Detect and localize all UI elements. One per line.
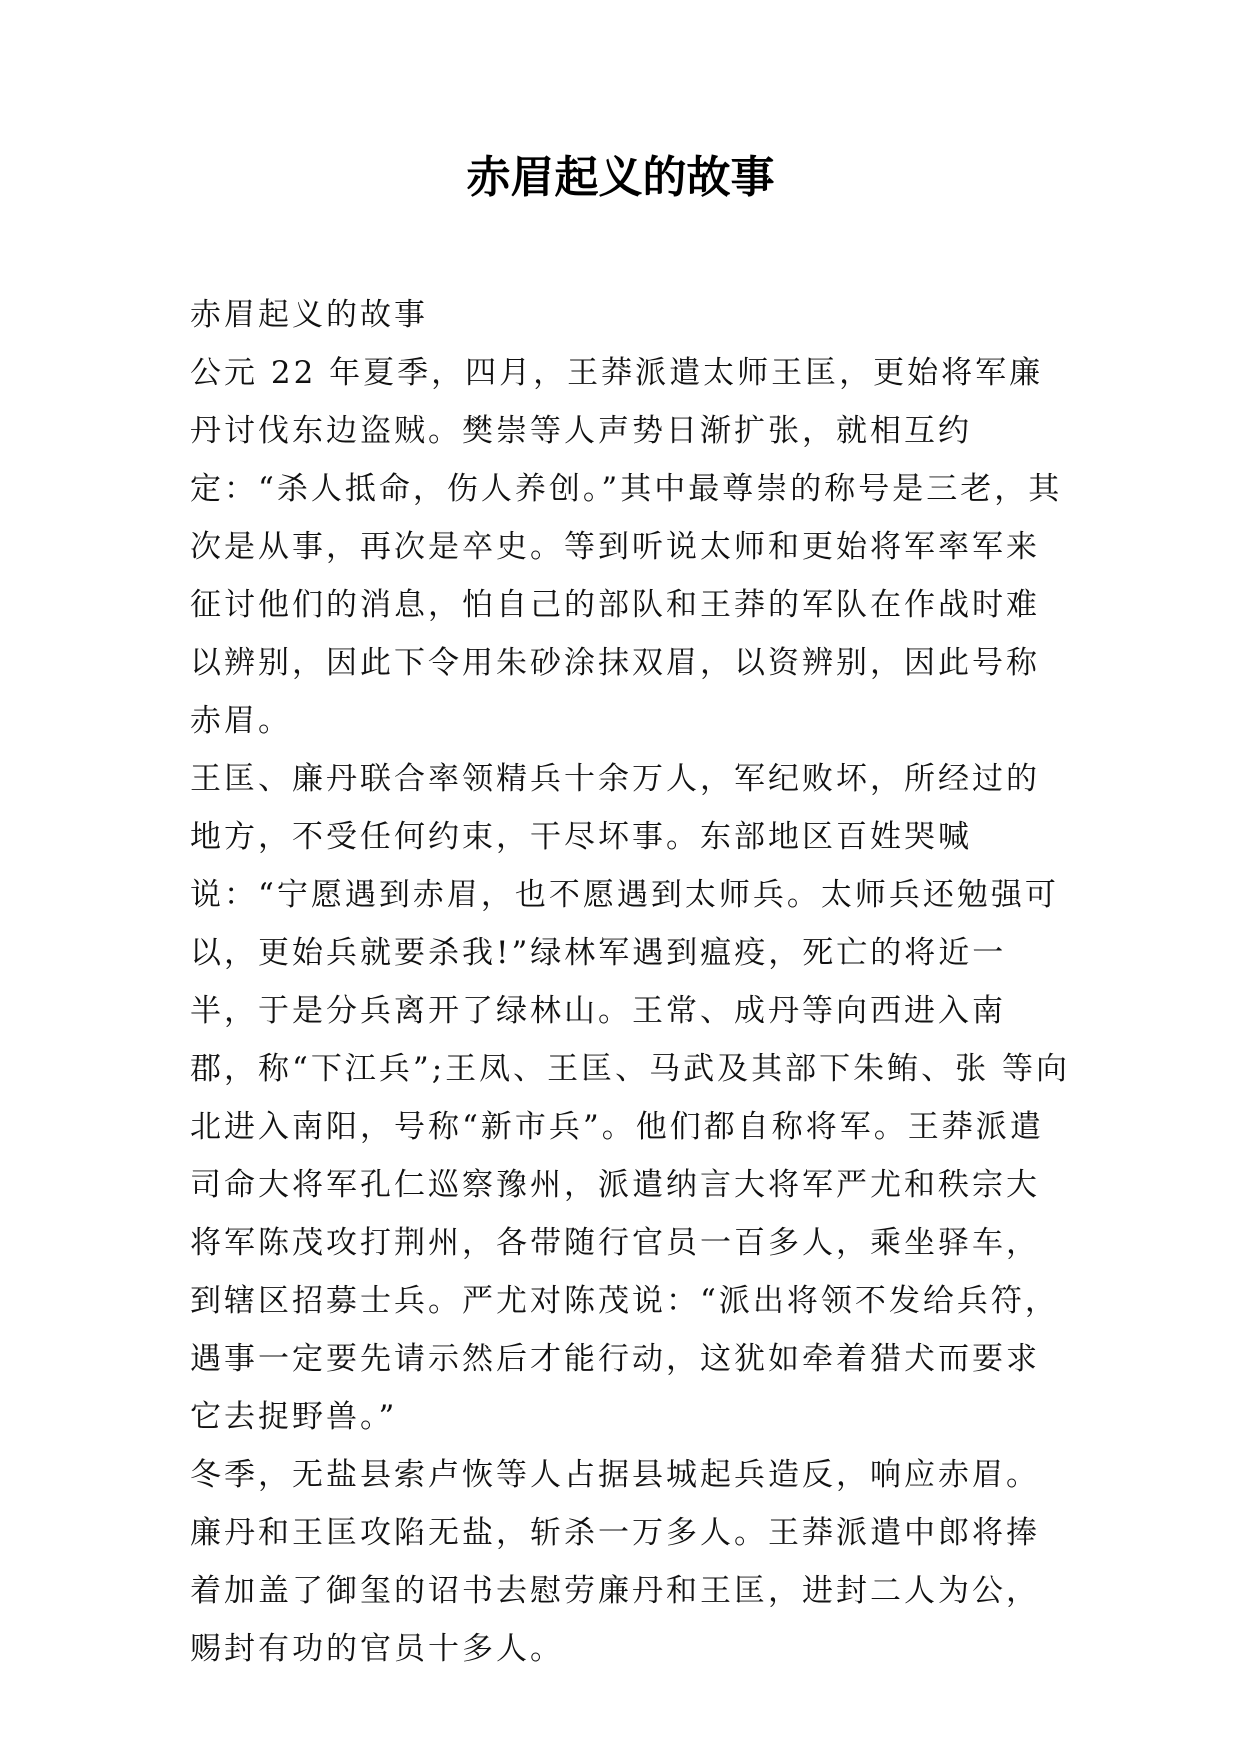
paragraph-heading: 赤眉起义的故事 [190,297,428,333]
document-title: 赤眉起义的故事 [466,152,775,203]
paragraph-2: 王匡、廉丹联合率领精兵十余万人，军纪败坏，所经过的地方，不受任何约束，干尽坏事。东部地区百姓哭喊说：“宁愿遇到赤眉，也不愿遇到太师兵。太师兵还勉强可以，更始兵就要杀我!”绿林军遇到瘟疫，死亡的将近一半，于是分兵离开了绿林山。王常、成丹等向西进入南郡，称“下江兵”;王凤、王匡、马武及其部下朱鲔、张 等向北进入南阳，号称“新市兵”。他们都自称将军。王莽派遣司命大将军孔仁巡察豫州，派遣纳言大将军严尤和秩宗大将军陈茂攻打荆州，各带随行官员一百多人，乘坐驿车，到辖区招募士兵。严尤对陈茂说：“派出将领不发给兵符，遇事一定要先请示然后才能行动，这犹如牵着猎犬而要求它去捉野兽。” [190,761,1070,1435]
paragraph-1: 公元 22 年夏季，四月，王莽派遣太师王匡，更始将军廉丹讨伐东边盗贼。樊崇等人声势日渐扩张，就相互约定：“杀人抵命，伤人养创。”其中最尊崇的称号是三老，其次是从事，再次是卒史。等到听说太师和更始将军率军来征讨他们的消息，怕自己的部队和王莽的军队在作战时难以辨别，因此下令用朱砂涂抹双眉，以资辨别，因此号称赤眉。 [190,355,1063,739]
document-body [190,286,1070,1678]
paragraph-3: 冬季，无盐县索卢恢等人占据县城起兵造反，响应赤眉。廉丹和王匡攻陷无盐，斩杀一万多人。王莽派遣中郎将捧着加盖了御玺的诏书去慰劳廉丹和王匡，进封二人为公，赐封有功的官员十多人。 [190,1457,1040,1667]
